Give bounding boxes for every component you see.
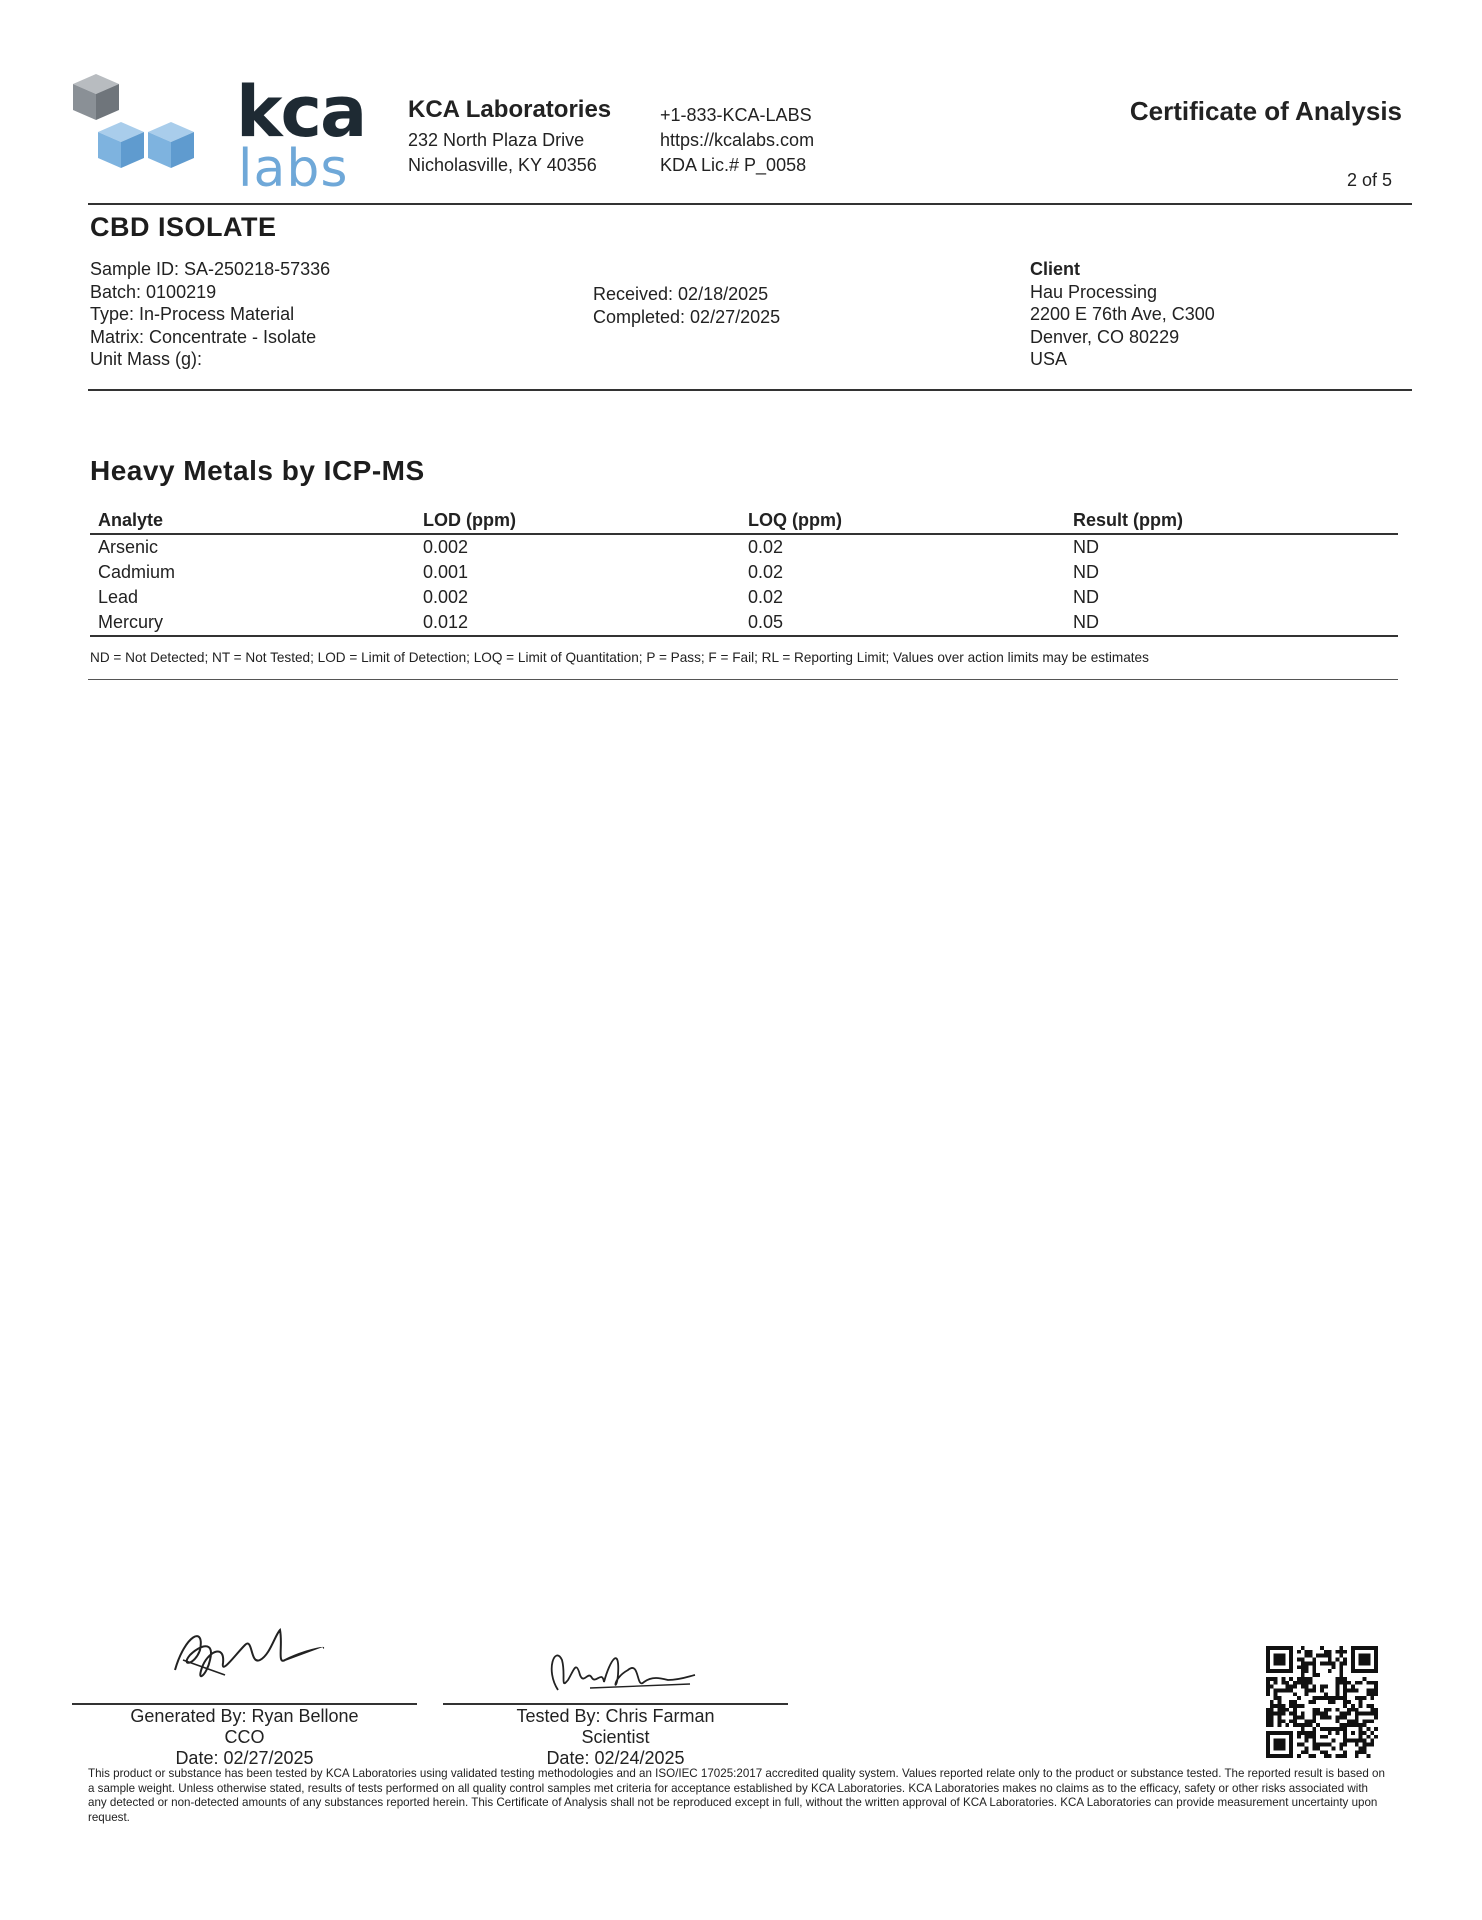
lab-website: https://kcalabs.com xyxy=(660,130,815,150)
logo-cube-blue-left xyxy=(98,122,144,168)
cell-analyte: Lead xyxy=(98,587,139,607)
table-row xyxy=(90,610,1398,636)
tested-role: Scientist xyxy=(581,1727,650,1747)
table-row xyxy=(90,585,1398,610)
logo-text-kca: kca xyxy=(236,71,366,153)
page-number: 2 of 5 xyxy=(1346,170,1392,190)
signature-line-generated xyxy=(72,1703,417,1705)
sample-type: Type: In-Process Material xyxy=(90,304,295,324)
cell-result: ND xyxy=(1073,537,1099,557)
cell-lod: 0.002 xyxy=(423,587,469,607)
legend-divider xyxy=(88,679,1398,680)
kca-labs-logo xyxy=(68,70,368,190)
column-header-result: Result (ppm) xyxy=(1065,508,1398,534)
client-heading: Client xyxy=(1030,259,1081,279)
lab-address-line2: Nicholasville, KY 40356 xyxy=(408,155,597,175)
sample-matrix: Matrix: Concentrate - Isolate xyxy=(90,326,317,347)
lab-phone: +1-833-KCA-LABS xyxy=(660,105,812,125)
logo-cube-blue-right xyxy=(148,122,194,168)
sample-details xyxy=(90,258,330,371)
product-name: CBD ISOLATE xyxy=(90,212,277,242)
tested-date: Date: 02/24/2025 xyxy=(546,1748,685,1768)
disclaimer: This product or substance has been tested by KCA Laboratories using validated testing methodologies and an ISO/IEC 17025:2017 accredited quality system. Values reported relate only to the product or substance tested. The reported result is based on a sample weight. Unless otherwise stated, results of tests performed on all quality control samples met criteria for acceptance established by KCA Laboratories. KCA Laboratories makes no claims as to the efficacy, safety or other risks associated with any detected or non-detected amounts of any substances reported herein. This Certificate of Analysis shall not be reproduced except in full, without the written approval of KCA Laboratories. KCA Laboratories can provide measurement uncertainty upon request. xyxy=(88,1767,1385,1824)
client-street: 2200 E 76th Ave, C300 xyxy=(1030,304,1215,324)
heavy-metals-table xyxy=(90,508,1398,637)
sample-id: Sample ID: SA-250218-57336 xyxy=(90,259,331,279)
lab-address xyxy=(408,128,597,178)
cell-loq: 0.02 xyxy=(748,537,784,557)
cell-loq: 0.02 xyxy=(748,562,784,582)
generated-by: Generated By: Ryan Bellone xyxy=(130,1706,359,1726)
kca-labs-logo-icon xyxy=(68,70,368,190)
cell-loq: 0.02 xyxy=(748,587,784,607)
sample-dates xyxy=(593,283,780,328)
qr-code-icon xyxy=(1266,1646,1378,1758)
generated-role: CCO xyxy=(224,1727,265,1747)
table-legend: ND = Not Detected; NT = Not Tested; LOD = Limit of Detection; LOQ = Limit of Quantitation; P = Pass; F = Fail; RL = Reporting Limit; Values over action limits may be estimates xyxy=(90,650,1149,665)
signature-line-tested xyxy=(443,1703,788,1705)
header-divider xyxy=(88,203,1412,205)
cell-lod: 0.001 xyxy=(423,562,469,582)
cell-lod: 0.012 xyxy=(415,610,740,636)
sample-batch: Batch: 0100219 xyxy=(90,281,217,302)
qr-code[interactable] xyxy=(1266,1646,1378,1758)
cell-analyte: Mercury xyxy=(90,610,415,636)
logo-text-labs: labs xyxy=(238,139,349,190)
table-row xyxy=(90,560,1398,585)
logo-cube-gray xyxy=(73,74,119,120)
sample-divider xyxy=(88,389,1412,391)
lab-name: KCA Laboratories xyxy=(408,96,612,123)
received-date: Received: 02/18/2025 xyxy=(593,284,769,304)
client-name: Hau Processing xyxy=(1030,281,1158,302)
cell-analyte: Arsenic xyxy=(98,537,159,557)
generated-date: Date: 02/27/2025 xyxy=(175,1748,314,1768)
tested-by: Tested By: Chris Farman xyxy=(516,1706,715,1726)
signature-ryan-bellone xyxy=(165,1615,335,1695)
sample-unit-mass: Unit Mass (g): xyxy=(90,349,203,369)
client-block xyxy=(1030,258,1215,371)
cell-result: ND xyxy=(1065,610,1398,636)
signature-chris-farman-icon xyxy=(540,1640,700,1700)
signature-block-generated xyxy=(72,1706,417,1769)
cell-analyte: Cadmium xyxy=(98,562,176,582)
column-header-analyte: Analyte xyxy=(90,508,415,534)
completed-date: Completed: 02/27/2025 xyxy=(593,306,781,327)
cell-lod: 0.002 xyxy=(423,537,469,557)
lab-address-line1: 232 North Plaza Drive xyxy=(408,130,585,150)
cell-result: ND xyxy=(1073,562,1099,582)
signature-block-tested xyxy=(443,1706,788,1769)
column-header-loq: LOQ (ppm) xyxy=(740,508,1065,534)
client-country: USA xyxy=(1030,349,1068,369)
client-city: Denver, CO 80229 xyxy=(1030,326,1180,347)
table-header-row xyxy=(90,508,1398,534)
lab-contact xyxy=(660,103,814,178)
cell-loq: 0.05 xyxy=(740,610,1065,636)
cell-result: ND xyxy=(1073,587,1099,607)
section-title-heavy-metals: Heavy Metals by ICP-MS xyxy=(90,455,425,486)
signature-ryan-bellone-icon xyxy=(165,1615,335,1695)
document-title: Certificate of Analysis xyxy=(1129,96,1402,126)
table-row xyxy=(90,534,1398,560)
signature-chris-farman xyxy=(540,1640,700,1700)
lab-license: KDA Lic.# P_0058 xyxy=(660,155,807,175)
column-header-lod: LOD (ppm) xyxy=(415,508,740,534)
